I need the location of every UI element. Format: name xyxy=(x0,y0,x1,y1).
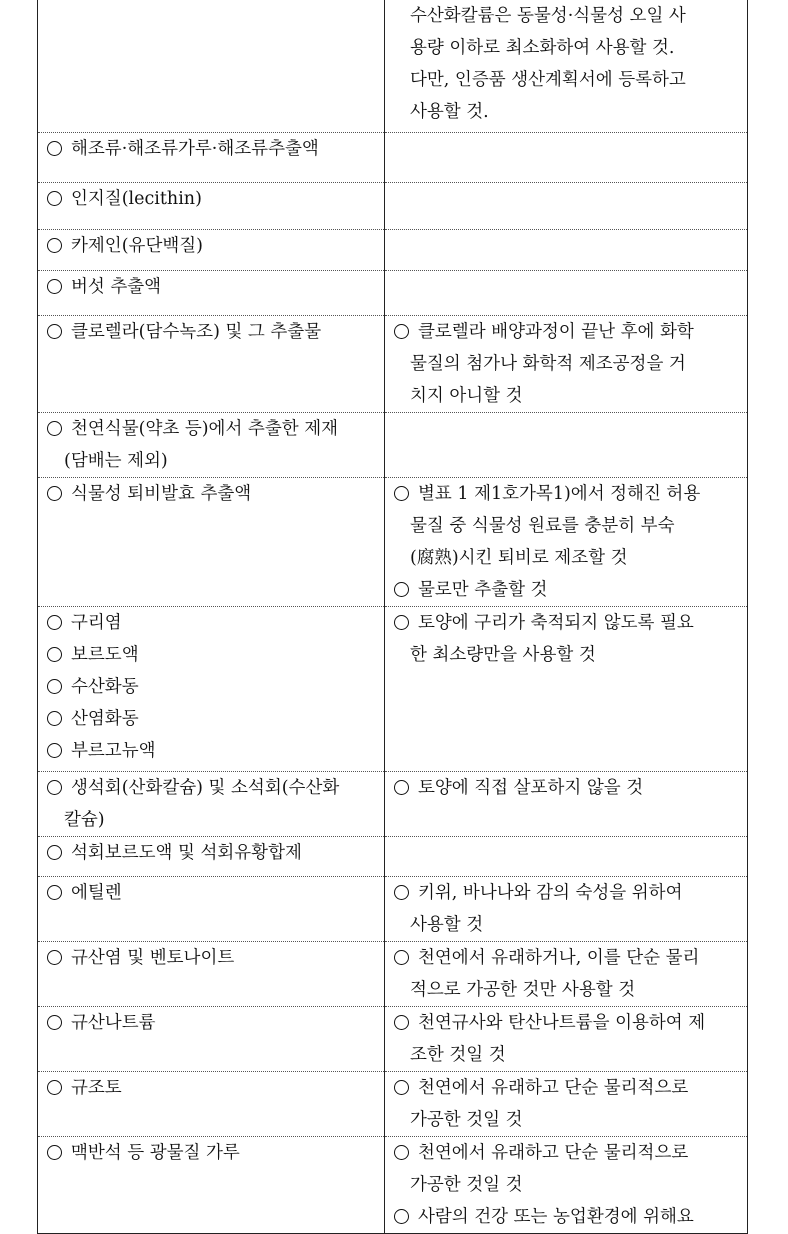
condition-cell xyxy=(385,0,748,132)
line-text: 클로렐라(담수녹조) 및 그 추출물 xyxy=(71,321,322,342)
substance-cell xyxy=(38,606,385,771)
circle-bullet-icon xyxy=(394,615,409,630)
line-text: 물로만 추출할 것 xyxy=(418,579,548,600)
table-row xyxy=(38,182,748,229)
condition-cell xyxy=(385,1006,748,1071)
substance-cell xyxy=(38,477,385,606)
substance-line xyxy=(38,607,384,639)
substance-cell xyxy=(38,270,385,315)
line-text: 물질 중 식물성 원료를 충분히 부숙 xyxy=(410,515,675,536)
line-text: 식물성 퇴비발효 추출액 xyxy=(71,483,252,504)
table-row xyxy=(38,771,748,836)
line-text: 클로렐라 배양과정이 끝난 후에 화학 xyxy=(418,321,694,342)
substance-line xyxy=(38,735,384,767)
condition-line xyxy=(385,32,747,64)
substance-line xyxy=(38,1137,384,1169)
line-text: 사용할 것. xyxy=(410,102,489,122)
substance-line xyxy=(38,445,384,477)
line-text: 보르도액 xyxy=(71,644,139,665)
line-text: 용량 이하로 최소화하여 사용할 것. xyxy=(410,38,675,58)
line-text: 규조토 xyxy=(71,1077,122,1098)
circle-bullet-icon xyxy=(394,1080,409,1095)
line-text: 토양에 직접 살포하지 않을 것 xyxy=(418,777,644,798)
line-text: 물질의 첨가나 화학적 제조공정을 거 xyxy=(410,353,686,374)
condition-line xyxy=(385,574,747,606)
substance-cell xyxy=(38,1071,385,1136)
condition-cell xyxy=(385,477,748,606)
table-row xyxy=(38,1071,748,1136)
circle-bullet-icon xyxy=(47,238,62,253)
condition-line xyxy=(385,510,747,542)
circle-bullet-icon xyxy=(47,950,62,965)
condition-line xyxy=(385,607,747,639)
condition-line xyxy=(385,909,747,941)
table-row xyxy=(38,876,748,941)
condition-cell xyxy=(385,270,748,315)
condition-line xyxy=(385,380,747,412)
circle-bullet-icon xyxy=(394,1015,409,1030)
condition-cell xyxy=(385,836,748,876)
circle-bullet-icon xyxy=(47,279,62,294)
substance-cell xyxy=(38,876,385,941)
substance-line xyxy=(38,804,384,836)
condition-line xyxy=(385,96,747,128)
substance-cell xyxy=(38,1136,385,1233)
condition-cell xyxy=(385,1136,748,1233)
line-text: 구리염 xyxy=(71,612,122,633)
condition-line xyxy=(385,1201,747,1233)
line-text: 천연에서 유래하고 단순 물리적으로 xyxy=(418,1142,689,1163)
line-text: 적으로 가공한 것만 사용할 것 xyxy=(410,979,636,1000)
line-text: (담배는 제외) xyxy=(64,450,168,471)
substance-line xyxy=(38,183,384,215)
circle-bullet-icon xyxy=(394,582,409,597)
circle-bullet-icon xyxy=(394,780,409,795)
condition-cell xyxy=(385,229,748,270)
line-text: 다만, 인증품 생산계획서에 등록하고 xyxy=(410,70,686,90)
line-text: 해조류·해조류가루·해조류추출액 xyxy=(71,138,319,159)
substance-line xyxy=(38,772,384,804)
condition-cell xyxy=(385,771,748,836)
line-text: 가공한 것일 것 xyxy=(410,1174,523,1195)
table-row xyxy=(38,606,748,771)
line-text: 에틸렌 xyxy=(71,882,122,903)
circle-bullet-icon xyxy=(394,1145,409,1160)
condition-line xyxy=(385,348,747,380)
circle-bullet-icon xyxy=(394,1209,409,1224)
circle-bullet-icon xyxy=(47,1145,62,1160)
line-text: 버섯 추출액 xyxy=(71,276,162,297)
substance-cell xyxy=(38,0,385,132)
substance-line xyxy=(38,703,384,735)
condition-line xyxy=(385,772,747,804)
table-row xyxy=(38,477,748,606)
substance-line xyxy=(38,478,384,510)
circle-bullet-icon xyxy=(47,885,62,900)
line-text: 천연에서 유래하고 단순 물리적으로 xyxy=(418,1077,689,1098)
line-text: 별표 1 제1호가목1)에서 정해진 허용 xyxy=(418,483,701,504)
line-text: 수산화동 xyxy=(71,676,139,697)
substance-line xyxy=(38,1007,384,1039)
condition-line xyxy=(385,974,747,1006)
condition-cell xyxy=(385,132,748,182)
condition-line xyxy=(385,1072,747,1104)
substance-line xyxy=(38,1072,384,1104)
circle-bullet-icon xyxy=(47,324,62,339)
circle-bullet-icon xyxy=(47,679,62,694)
condition-cell xyxy=(385,876,748,941)
line-text: 토양에 구리가 축적되지 않도록 필요 xyxy=(418,612,694,633)
condition-line xyxy=(385,0,747,32)
condition-line xyxy=(385,1137,747,1169)
line-text: 생석회(산화칼슘) 및 소석회(수산화 xyxy=(71,777,340,798)
line-text: 천연에서 유래하거나, 이를 단순 물리 xyxy=(418,947,700,968)
circle-bullet-icon xyxy=(47,743,62,758)
line-text: 수산화칼륨은 동물성·식물성 오일 사 xyxy=(410,6,686,26)
condition-line xyxy=(385,316,747,348)
line-text: 천연식물(약초 등)에서 추출한 제재 xyxy=(71,418,339,439)
table-row xyxy=(38,270,748,315)
table-row xyxy=(38,229,748,270)
line-text: 천연규사와 탄산나트륨을 이용하여 제 xyxy=(418,1012,706,1033)
line-text: 카제인(유단백질) xyxy=(71,235,203,256)
condition-cell xyxy=(385,315,748,412)
substance-line xyxy=(38,671,384,703)
substance-cell xyxy=(38,941,385,1006)
circle-bullet-icon xyxy=(47,1015,62,1030)
condition-line xyxy=(385,1169,747,1201)
circle-bullet-icon xyxy=(47,711,62,726)
circle-bullet-icon xyxy=(47,615,62,630)
circle-bullet-icon xyxy=(394,486,409,501)
condition-line xyxy=(385,478,747,510)
condition-line xyxy=(385,1104,747,1136)
substance-cell xyxy=(38,836,385,876)
condition-line xyxy=(385,639,747,671)
document-page xyxy=(37,0,747,1234)
substance-cell xyxy=(38,412,385,477)
line-text: 사람의 건강 또는 농업환경에 위해요 xyxy=(418,1206,694,1227)
substance-cell xyxy=(38,229,385,270)
condition-cell xyxy=(385,606,748,771)
table-row xyxy=(38,1006,748,1071)
substance-cell xyxy=(38,1006,385,1071)
line-text: 가공한 것일 것 xyxy=(410,1109,523,1130)
line-text: 조한 것일 것 xyxy=(410,1044,506,1065)
substance-line xyxy=(38,271,384,303)
circle-bullet-icon xyxy=(394,950,409,965)
line-text: 치지 아니할 것 xyxy=(410,385,523,406)
table-row xyxy=(38,412,748,477)
condition-line xyxy=(385,942,747,974)
condition-line xyxy=(385,542,747,574)
substance-line xyxy=(38,133,384,165)
substance-line xyxy=(38,639,384,671)
substance-cell xyxy=(38,315,385,412)
condition-cell xyxy=(385,412,748,477)
line-text: 규산나트륨 xyxy=(71,1012,156,1033)
substance-cell xyxy=(38,771,385,836)
circle-bullet-icon xyxy=(47,845,62,860)
substance-line xyxy=(38,837,384,869)
condition-line xyxy=(385,64,747,96)
substance-line xyxy=(38,877,384,909)
table-row xyxy=(38,836,748,876)
line-text: 산염화동 xyxy=(71,708,139,729)
circle-bullet-icon xyxy=(47,191,62,206)
line-text: 사용할 것 xyxy=(410,914,484,935)
condition-cell xyxy=(385,1071,748,1136)
table-row xyxy=(38,315,748,412)
condition-line xyxy=(385,1039,747,1071)
line-text: 규산염 및 벤토나이트 xyxy=(71,947,235,968)
line-text: 인지질(lecithin) xyxy=(71,188,202,209)
substance-line xyxy=(38,316,384,348)
substance-line xyxy=(38,230,384,262)
circle-bullet-icon xyxy=(47,421,62,436)
condition-cell xyxy=(385,941,748,1006)
line-text: 맥반석 등 광물질 가루 xyxy=(71,1142,240,1163)
circle-bullet-icon xyxy=(394,324,409,339)
circle-bullet-icon xyxy=(47,1080,62,1095)
line-text: (腐熟)시킨 퇴비로 제조할 것 xyxy=(410,547,628,568)
condition-cell xyxy=(385,182,748,229)
table-row xyxy=(38,1136,748,1233)
circle-bullet-icon xyxy=(47,780,62,795)
circle-bullet-icon xyxy=(47,486,62,501)
allowed-substances-table xyxy=(37,0,748,1234)
circle-bullet-icon xyxy=(47,141,62,156)
table-row xyxy=(38,132,748,182)
line-text: 한 최소량만을 사용할 것 xyxy=(410,644,596,665)
line-text: 키위, 바나나와 감의 숙성을 위하여 xyxy=(418,882,683,903)
substance-cell xyxy=(38,182,385,229)
condition-line xyxy=(385,1007,747,1039)
line-text: 칼슘) xyxy=(64,809,105,830)
condition-line xyxy=(385,877,747,909)
substance-cell xyxy=(38,132,385,182)
table-row xyxy=(38,0,748,132)
line-text: 석회보르도액 및 석회유황합제 xyxy=(71,842,302,863)
circle-bullet-icon xyxy=(47,647,62,662)
line-text: 부르고뉴액 xyxy=(71,740,156,761)
substance-line xyxy=(38,413,384,445)
substance-line xyxy=(38,942,384,974)
circle-bullet-icon xyxy=(394,885,409,900)
table-row xyxy=(38,941,748,1006)
